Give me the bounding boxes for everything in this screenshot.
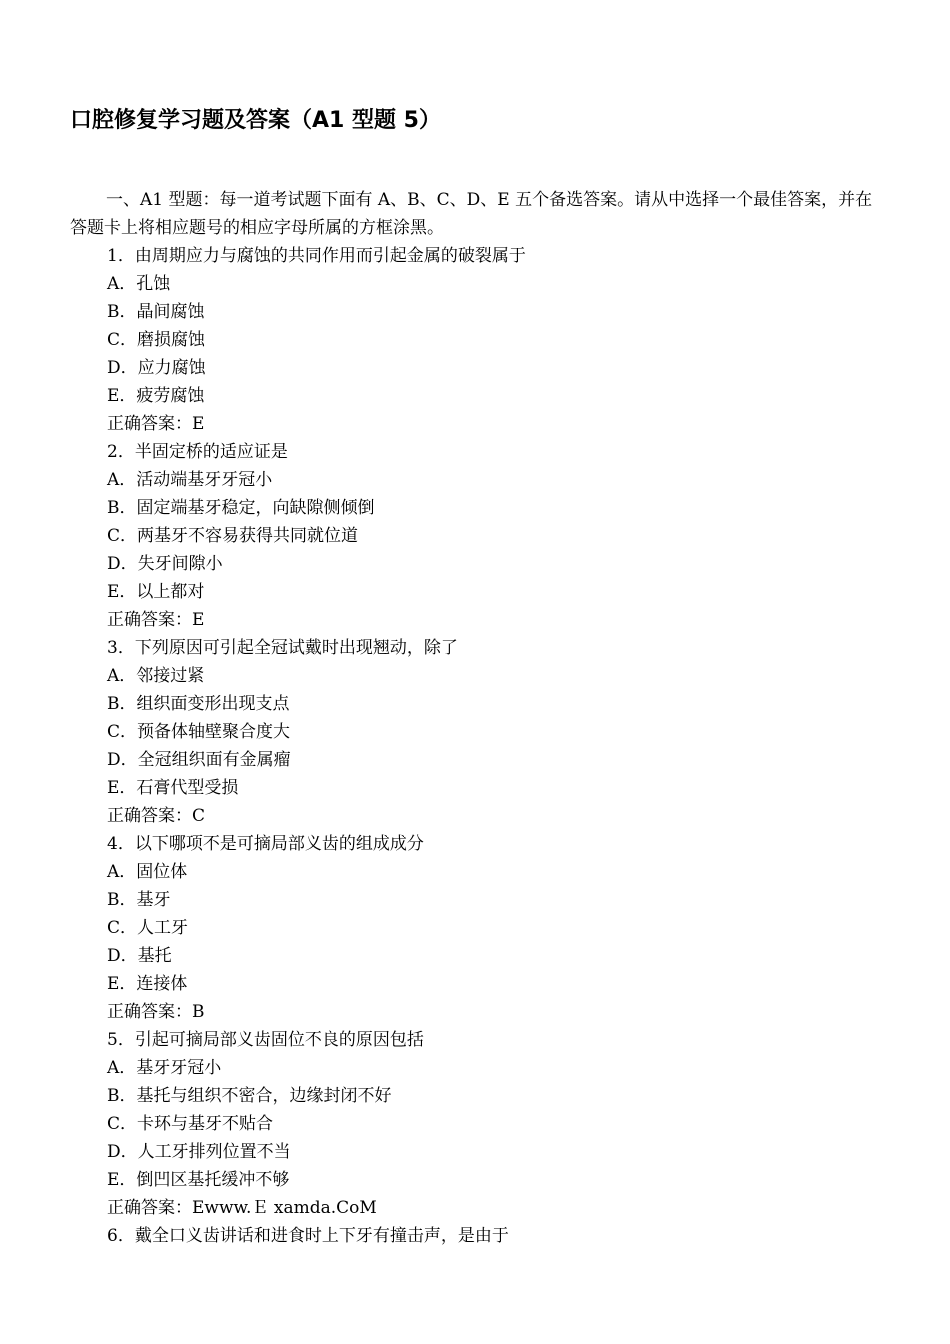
question-stem: 1．由周期应力与腐蚀的共同作用而引起金属的破裂属于 (107, 246, 526, 266)
answer-option: E．连接体 (107, 974, 188, 994)
answer-option: D．失牙间隙小 (107, 554, 223, 574)
answer-option: C．两基牙不容易获得共同就位道 (107, 526, 359, 546)
answer-option: D．应力腐蚀 (107, 358, 206, 378)
answer-option: E．倒凹区基托缓冲不够 (107, 1170, 290, 1190)
answer-option: B．组织面变形出现支点 (107, 694, 290, 714)
answer-option: A．孔蚀 (107, 274, 171, 294)
answer-option: A．邻接过紧 (107, 666, 205, 686)
correct-answer: 正确答案：C (107, 806, 206, 826)
answer-option: C．卡环与基牙不贴合 (107, 1114, 274, 1134)
answer-option: E．石膏代型受损 (107, 778, 239, 798)
correct-answer: 正确答案：E (107, 414, 205, 434)
answer-option: E．疲劳腐蚀 (107, 386, 205, 406)
question-stem: 3．下列原因可引起全冠试戴时出现翘动，除了 (107, 638, 458, 658)
question-stem: 4．以下哪项不是可摘局部义齿的组成成分 (107, 834, 424, 854)
answer-option: B．基托与组织不密合，边缘封闭不好 (107, 1086, 392, 1106)
answer-option: C．预备体轴壁聚合度大 (107, 722, 291, 742)
answer-option: A．固位体 (107, 862, 188, 882)
question-stem: 6．戴全口义齿讲话和进食时上下牙有撞击声，是由于 (107, 1226, 509, 1246)
correct-answer: 正确答案：Ewww.Ｅ xamda.CoM (107, 1198, 377, 1218)
correct-answer: 正确答案：B (107, 1002, 205, 1022)
instructions-paragraph: 一、A1 型题：每一道考试题下面有 A、B、C、D、E 五个备选答案。请从中选择一个最佳答案，并在答题卡上将相应题号的相应字母所属的方框涂黑。 (70, 190, 873, 238)
answer-option: D．人工牙排列位置不当 (107, 1142, 291, 1162)
answer-option: E．以上都对 (107, 582, 205, 602)
answer-option: B．固定端基牙稳定，向缺隙侧倾倒 (107, 498, 375, 518)
answer-option: A．活动端基牙牙冠小 (107, 470, 273, 490)
answer-option: D．全冠组织面有金属瘤 (107, 750, 291, 770)
question-list (107, 242, 887, 1250)
answer-option: A．基牙牙冠小 (107, 1058, 222, 1078)
correct-answer: 正确答案：E (107, 610, 205, 630)
question-stem: 5．引起可摘局部义齿固位不良的原因包括 (107, 1030, 424, 1050)
answer-option: C．人工牙 (107, 918, 189, 938)
answer-option: B．晶间腐蚀 (107, 302, 205, 322)
question-stem: 2．半固定桥的适应证是 (107, 442, 288, 462)
answer-option: B．基牙 (107, 890, 171, 910)
answer-option: C．磨损腐蚀 (107, 330, 206, 350)
page-title: 口腔修复学习题及答案（A1 型题 5） (70, 108, 441, 133)
answer-option: D．基托 (107, 946, 172, 966)
